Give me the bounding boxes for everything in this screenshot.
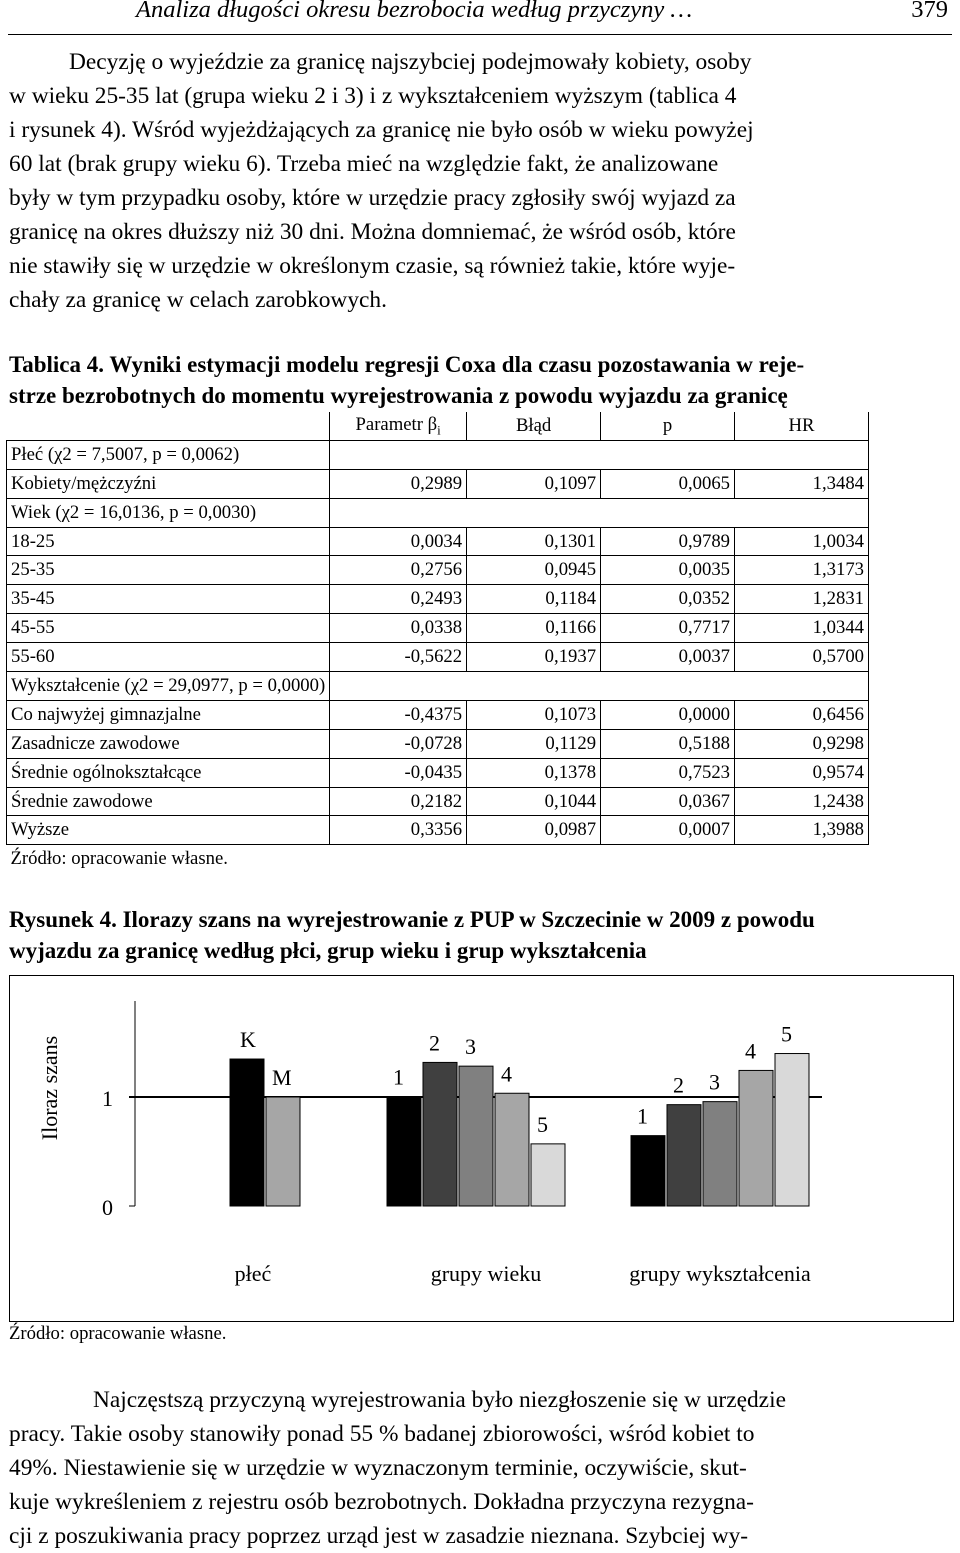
header-parametr: Parametr $\beta_i$ [330, 412, 467, 440]
table-row: 25-35 0,2756 0,0945 0,0035 1,3173 [7, 556, 869, 585]
bar-label: K [240, 1027, 256, 1053]
bar [423, 1062, 457, 1206]
header-blad: Błąd [467, 412, 601, 440]
table-caption-line: strze bezrobotnych do momentu wyrejestrowania z powodu wyjazdu za granicę [9, 383, 788, 408]
table-row: 45-55 0,0338 0,1166 0,7717 1,0344 [7, 614, 869, 643]
paragraph-line: były w tym przypadku osoby, które w urzędzie pracy zgłosiły swój wyjazd za [9, 185, 736, 211]
paragraph-line: pracy. Takie osoby stanowiły ponad 55 % badanej zbiorowości, wśród kobiet to [9, 1421, 755, 1447]
row-label: Średnie ogólnokształcące [7, 758, 330, 787]
group-label: Płeć (χ2 = 7,5007, p = 0,0062) [7, 440, 330, 469]
bar-label: 4 [501, 1061, 512, 1087]
table-row: Co najwyżej gimnazjalne -0,4375 0,1073 0,0000 0,6456 [7, 700, 869, 729]
running-title: Analiza długości okresu bezrobocia według przyczyny … [136, 0, 693, 23]
bar [266, 1097, 300, 1206]
bar-label: 3 [465, 1034, 476, 1060]
table-row: Wyższe 0,3356 0,0987 0,0007 1,3988 [7, 816, 869, 845]
header-corner [7, 412, 330, 440]
group-row-wiek [7, 498, 869, 527]
table-source-row [7, 845, 869, 873]
category-label: grupy wieku [430, 1261, 542, 1286]
row-label: 35-45 [7, 585, 330, 614]
group-row-wyksztalcenie [7, 672, 869, 701]
header-p: p [601, 412, 735, 440]
y-axis-label: Iloraz szans [37, 1035, 62, 1141]
table-header-row [7, 412, 869, 440]
table-row: 55-60 -0,5622 0,1937 0,0037 0,5700 [7, 643, 869, 672]
paragraph-2 [9, 1383, 950, 1553]
paragraph-line: nie stawiły się w urzędzie w określonym czasie, są również takie, które wyje- [9, 253, 736, 279]
bar [531, 1144, 565, 1206]
row-label: 45-55 [7, 614, 330, 643]
paragraph-line: Decyzję o wyjeździe za granicę najszybciej podejmowały kobiety, osoby [69, 49, 752, 75]
bar [667, 1105, 701, 1206]
paragraph-line: Najczęstszą przyczyną wyrejestrowania było niezgłoszenie się w urzędzie [93, 1387, 786, 1413]
bar [739, 1070, 773, 1206]
group-label: Wiek (χ2 = 16,0136, p = 0,0030) [7, 498, 330, 527]
table-source: Źródło: opracowanie własne. [10, 848, 228, 870]
table-row: Zasadnicze zawodowe -0,0728 0,1129 0,5188 0,9298 [7, 729, 869, 758]
row-label: Kobiety/mężczyźni [7, 469, 330, 498]
table-caption [9, 349, 950, 411]
bar [775, 1054, 809, 1206]
row-label: Średnie zawodowe [7, 787, 330, 816]
category-label: grupy wykształcenia [629, 1261, 811, 1286]
bar [703, 1102, 737, 1206]
table-row: Średnie ogólnokształcące -0,0435 0,1378 0,7523 0,9574 [7, 758, 869, 787]
group-label: Wykształcenie (χ2 = 29,0977, p = 0,0000) [7, 672, 330, 701]
bar-label: 1 [637, 1103, 648, 1129]
figure-caption-line: Rysunek 4. Ilorazy szans na wyrejestrowanie z PUP w Szczecinie w 2009 z powodu [9, 907, 815, 932]
bar-label: 1 [393, 1064, 404, 1090]
regression-table [6, 412, 869, 873]
figure-caption [9, 904, 950, 966]
bar-label: 4 [745, 1038, 756, 1064]
paragraph-line: 60 lat (brak grupy wieku 6). Trzeba mieć na względzie fakt, że analizowane [9, 151, 719, 177]
paragraph-line: cji z poszukiwania pracy poprzez urząd jest w zasadzie nieznana. Szybciej wy- [9, 1523, 749, 1549]
row-label: Wyższe [7, 816, 330, 845]
chart-svg [10, 976, 953, 1321]
y-tick-label: 1 [102, 1086, 113, 1111]
group-row-plec [7, 440, 869, 469]
bar-label: M [272, 1065, 292, 1090]
table-caption-line: Tablica 4. Wyniki estymacji modelu regresji Coxa dla czasu pozostawania w reje- [9, 352, 805, 377]
paragraph-line: i rysunek 4). Wśród wyjeżdżających za granicę nie było osób w wieku powyżej [9, 117, 754, 143]
paragraph-line: w wieku 25-35 lat (grupa wieku 2 i 3) i z wykształceniem wyższym (tablica 4 [9, 83, 737, 109]
paragraph-line: kuje wykreśleniem z rejestru osób bezrobotnych. Dokładna przyczyna rezygna- [9, 1489, 754, 1515]
bar [387, 1097, 421, 1206]
table-row: Kobiety/mężczyźni 0,2989 0,1097 0,0065 1,3484 [7, 469, 869, 498]
paragraph-line: chały za granicę w celach zarobkowych. [9, 287, 387, 313]
bar-label: 2 [673, 1072, 684, 1098]
header-hr: HR [735, 412, 869, 440]
row-label: Zasadnicze zawodowe [7, 729, 330, 758]
row-label: Co najwyżej gimnazjalne [7, 700, 330, 729]
table-row: 18-25 0,0034 0,1301 0,9789 1,0034 [7, 527, 869, 556]
bar-label: 3 [709, 1069, 720, 1095]
row-label: 55-60 [7, 643, 330, 672]
figure-caption-line: wyjazdu za granicę według płci, grup wieku i grup wykształcenia [9, 938, 647, 963]
row-label: 18-25 [7, 527, 330, 556]
category-label: płeć [234, 1261, 272, 1286]
bar [495, 1093, 529, 1206]
paragraph-line: granicę na okres dłuższy niż 30 dni. Można domniemać, że wśród osób, które [9, 219, 736, 245]
odds-ratio-chart [9, 975, 954, 1322]
row-label: 25-35 [7, 556, 330, 585]
bar-label: 5 [537, 1111, 548, 1137]
page-number: 379 [911, 0, 948, 23]
running-header [8, 0, 952, 35]
bar [631, 1136, 665, 1206]
y-tick-label: 0 [102, 1195, 113, 1220]
paragraph-1 [9, 45, 950, 317]
bar [230, 1059, 264, 1206]
table-row: 35-45 0,2493 0,1184 0,0352 1,2831 [7, 585, 869, 614]
paragraph-line: 49%. Niestawienie się w urzędzie w wyznaczonym terminie, oczywiście, skut- [9, 1455, 747, 1481]
bar-label: 2 [429, 1030, 440, 1056]
figure-source: Źródło: opracowanie własne. [9, 1323, 227, 1344]
bar [459, 1066, 493, 1206]
table-row: Średnie zawodowe 0,2182 0,1044 0,0367 1,2438 [7, 787, 869, 816]
bar-label: 5 [781, 1021, 792, 1047]
